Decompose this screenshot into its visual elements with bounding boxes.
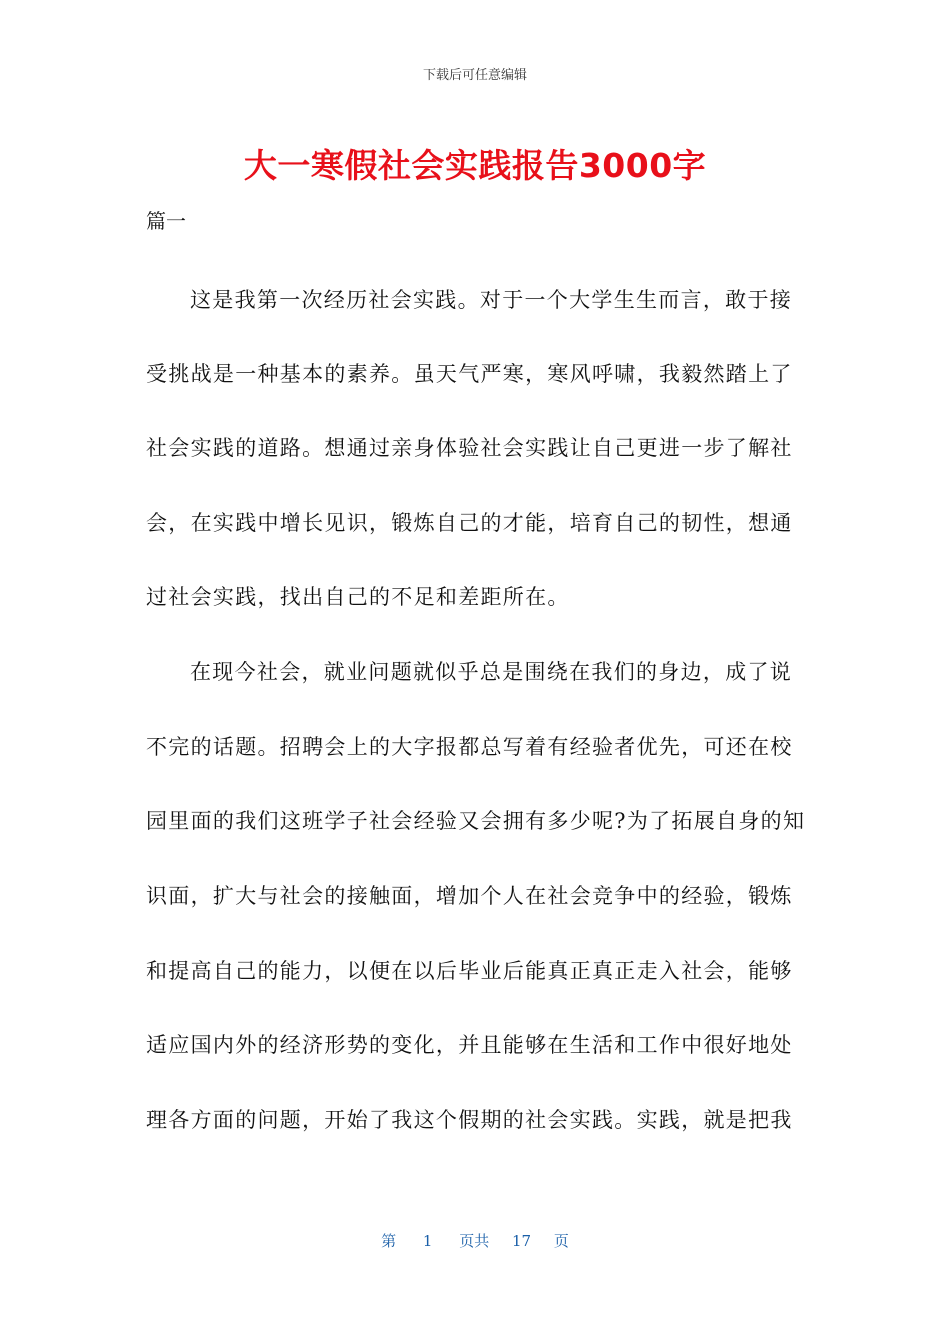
footer-prefix: 第 [381,1232,397,1250]
paragraph-1-line-3: 社会实践的道路。想通过亲身体验社会实践让自己更进一步了解社 [146,436,793,460]
paragraph-2-line-2: 不完的话题。招聘会上的大字报都总写着有经验者优先，可还在校 [146,735,793,759]
footer-page-number: 1 [422,1232,433,1250]
header-note: 下载后可任意编辑 [422,68,527,83]
paragraph-1-line-4: 会，在实践中增长见识，锻炼自己的才能，培育自己的韧性，想通 [146,511,793,535]
footer-suffix: 页 [553,1232,569,1250]
paragraph-2-line-5: 和提高自己的能力，以便在以后毕业后能真正真正走入社会，能够 [146,959,793,983]
paragraph-1-line-2: 受挑战是一种基本的素养。虽天气严寒，寒风呼啸，我毅然踏上了 [146,362,793,386]
footer-total-pages: 17 [512,1232,532,1250]
paragraph-2-line-1: 在现今社会，就业问题就似乎总是围绕在我们的身边，成了说 [190,660,793,684]
footer-middle: 页共 [459,1232,490,1250]
paragraph-2-line-6: 适应国内外的经济形势的变化，并且能够在生活和工作中很好地处 [146,1033,793,1057]
paragraph-2-line-7: 理各方面的问题，开始了我这个假期的社会实践。实践，就是把我 [146,1108,793,1132]
paragraph-2-line-4: 识面，扩大与社会的接触面，增加个人在社会竞争中的经验，锻炼 [146,884,793,908]
paragraph-1-line-1: 这是我第一次经历社会实践。对于一个大学生生而言，敢于接 [190,288,793,312]
page-footer [0,1230,950,1251]
document-title: 大一寒假社会实践报告3000字 [243,146,707,185]
paragraph-1-line-5: 过社会实践，找出自己的不足和差距所在。 [146,585,570,609]
paragraph-2-line-3: 园里面的我们这班学子社会经验又会拥有多少呢?为了拓展自身的知 [146,809,806,833]
section-label: 篇一 [146,209,186,233]
